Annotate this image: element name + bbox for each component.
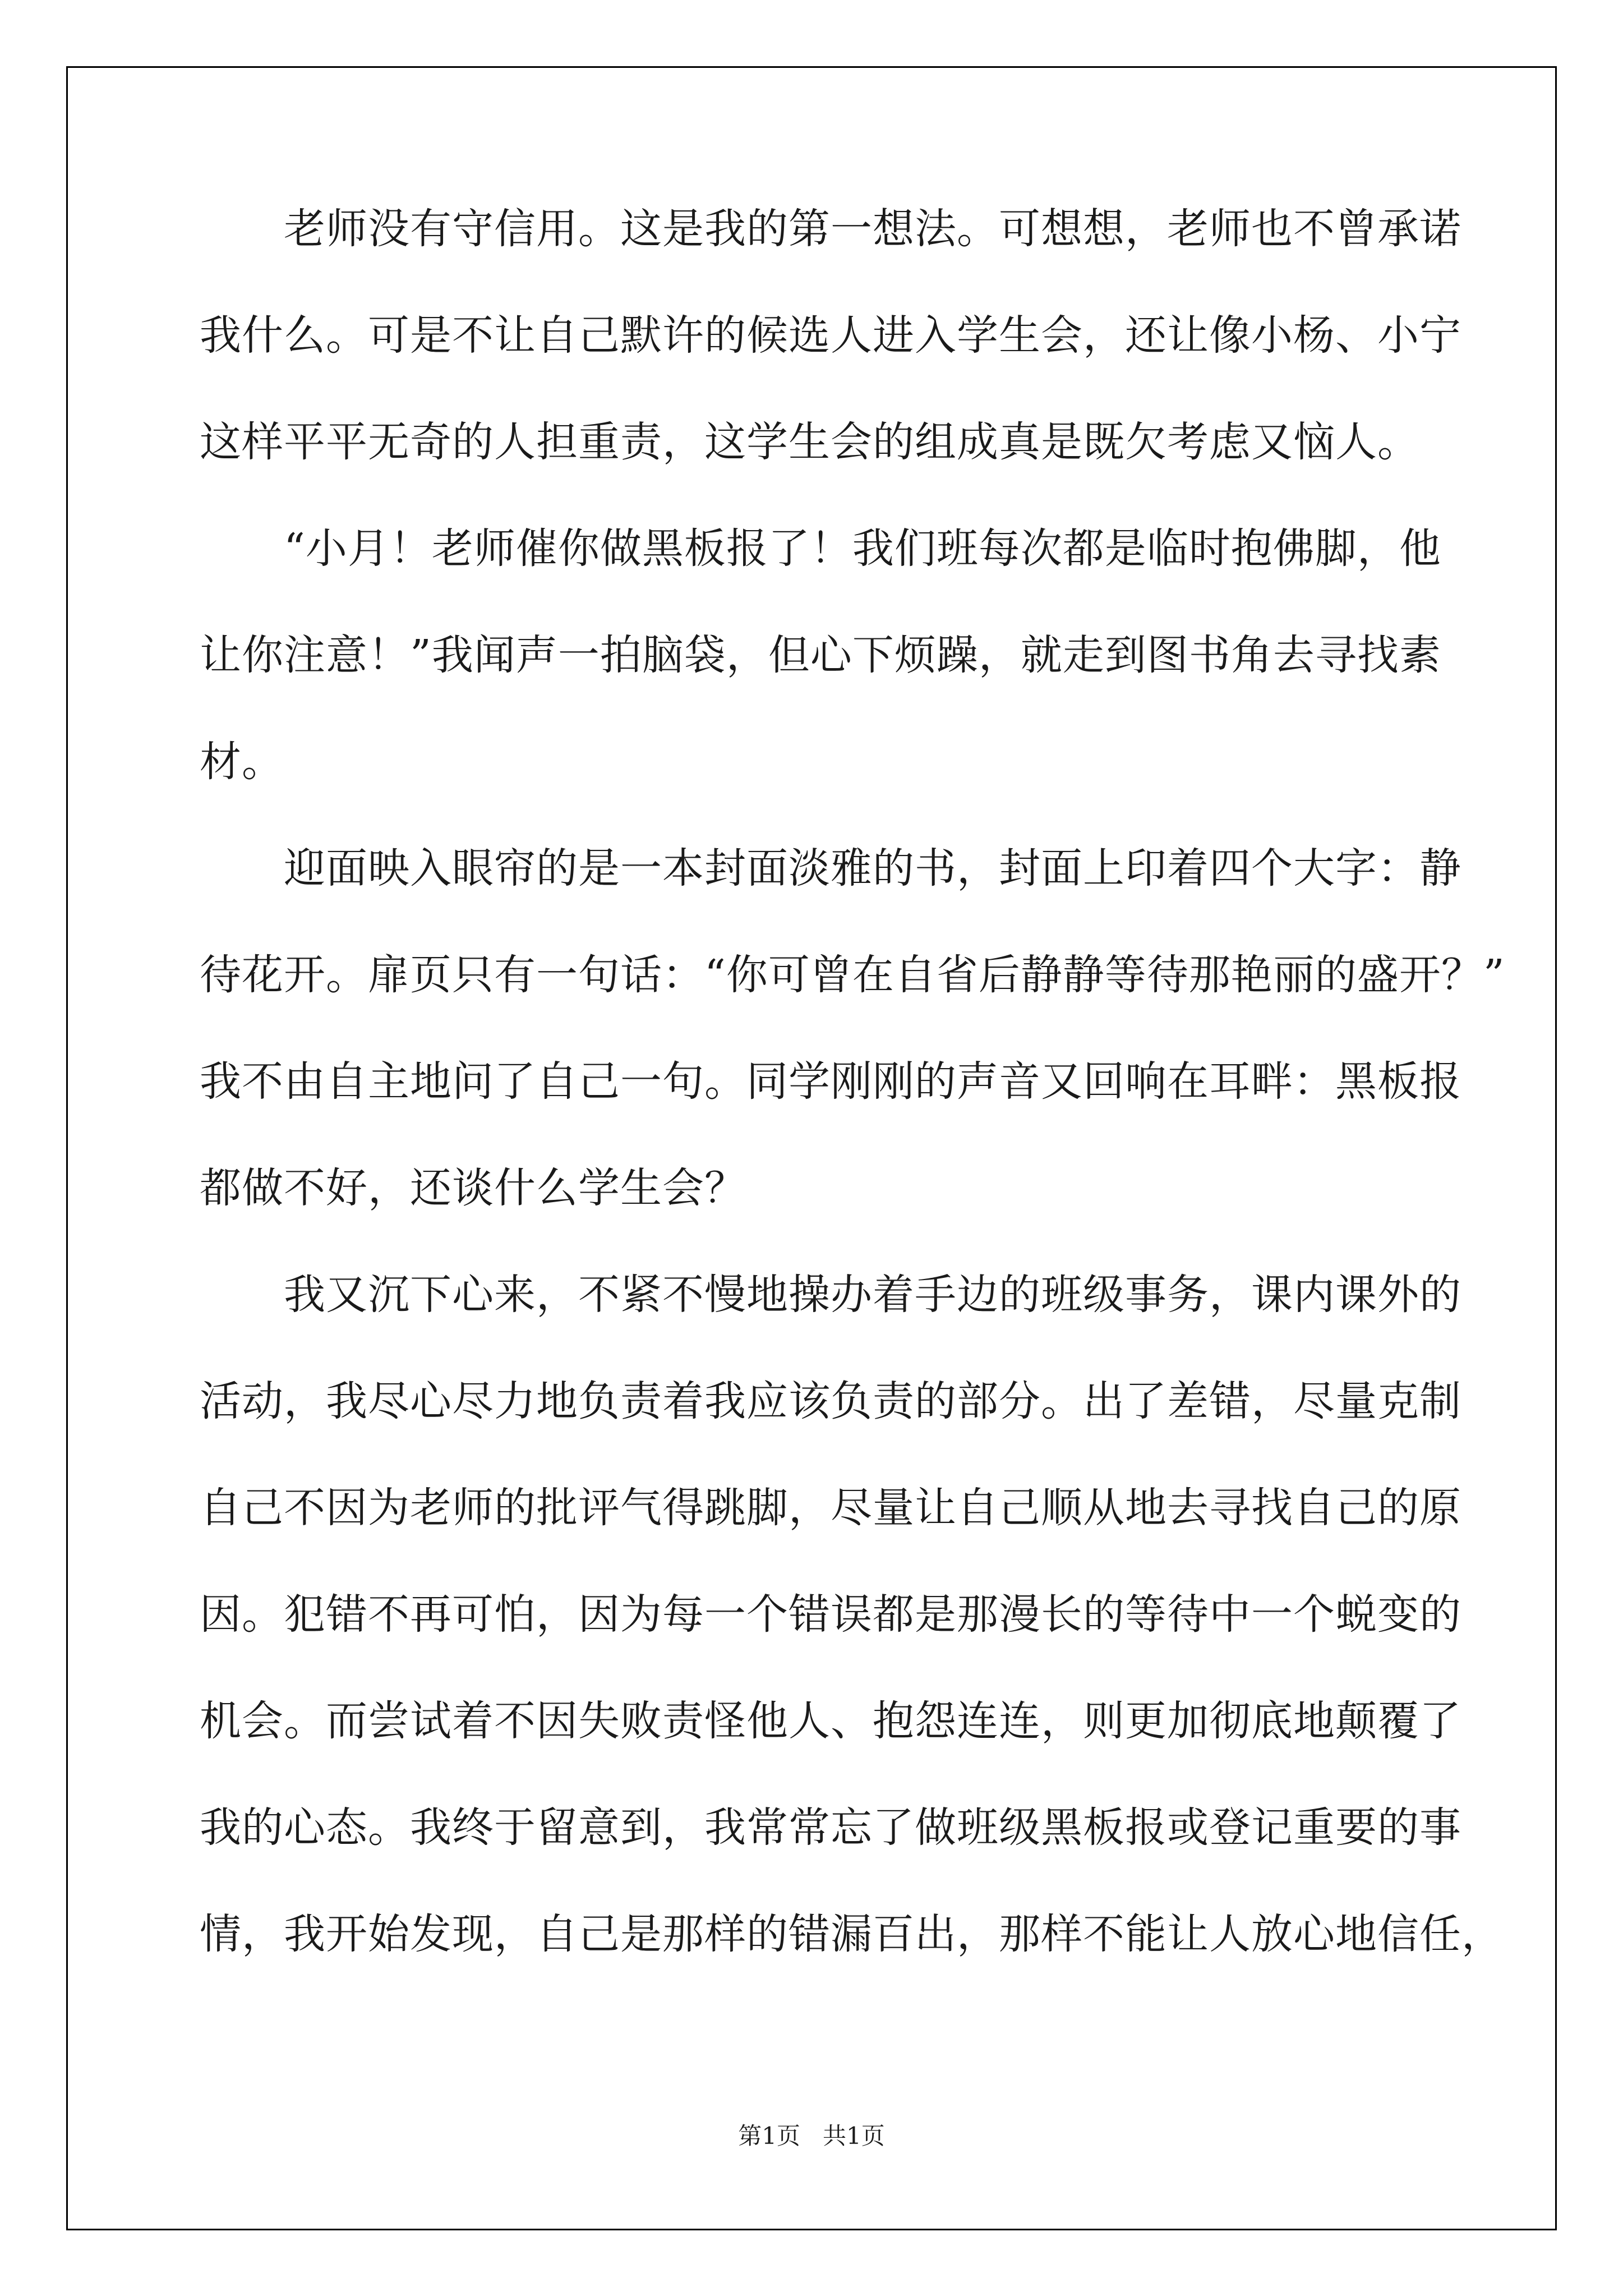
text-line: 这样平平无奇的人担重责，这学生会的组成真是既欠考虑又恼人。	[200, 418, 1419, 466]
text-line: 因。犯错不再可怕，因为每一个错误都是那漫长的等待中一个蜕变的	[200, 1590, 1461, 1639]
text-line: “小月！老师催你做黑板报了！我们班每次都是临时抱佛脚，他	[200, 524, 1441, 573]
text-line: 都做不好，还谈什么学生会？	[200, 1164, 746, 1212]
page-number-footer: 第1页 共1页	[738, 2122, 885, 2150]
page-border	[66, 66, 1557, 2230]
text-line: 让你注意！”我闻声一拍脑袋，但心下烦躁，就走到图书角去寻找素	[200, 631, 1441, 679]
text-line: 活动，我尽心尽力地负责着我应该负责的部分。出了差错，尽量克制	[200, 1377, 1461, 1425]
text-line: 机会。而尝试着不因失败责怪他人、抱怨连连，则更加彻底地颠覆了	[200, 1697, 1461, 1745]
text-line: 我什么。可是不让自己默许的候选人进入学生会，还让像小杨、小宁	[200, 311, 1461, 360]
text-line: 情，我开始发现，自己是那样的错漏百出，那样不能让人放心地信任，	[200, 1910, 1504, 1958]
text-line: 自己不因为老师的批评气得跳脚，尽量让自己顺从地去寻找自己的原	[200, 1484, 1461, 1532]
text-line: 迎面映入眼帘的是一本封面淡雅的书，封面上印着四个大字：静	[200, 844, 1461, 892]
text-line: 我的心态。我终于留意到，我常常忘了做班级黑板报或登记重要的事	[200, 1803, 1461, 1852]
text-line: 老师没有守信用。这是我的第一想法。可想想，老师也不曾承诺	[200, 205, 1461, 253]
text-line: 我不由自主地问了自己一句。同学刚刚的声音又回响在耳畔：黑板报	[200, 1057, 1461, 1106]
text-line: 材。	[200, 738, 284, 786]
text-line: 待花开。扉页只有一句话：“你可曾在自省后静静等待那艳丽的盛开？”	[200, 951, 1505, 999]
text-line: 我又沉下心来，不紧不慢地操办着手边的班级事务，课内课外的	[200, 1271, 1461, 1319]
